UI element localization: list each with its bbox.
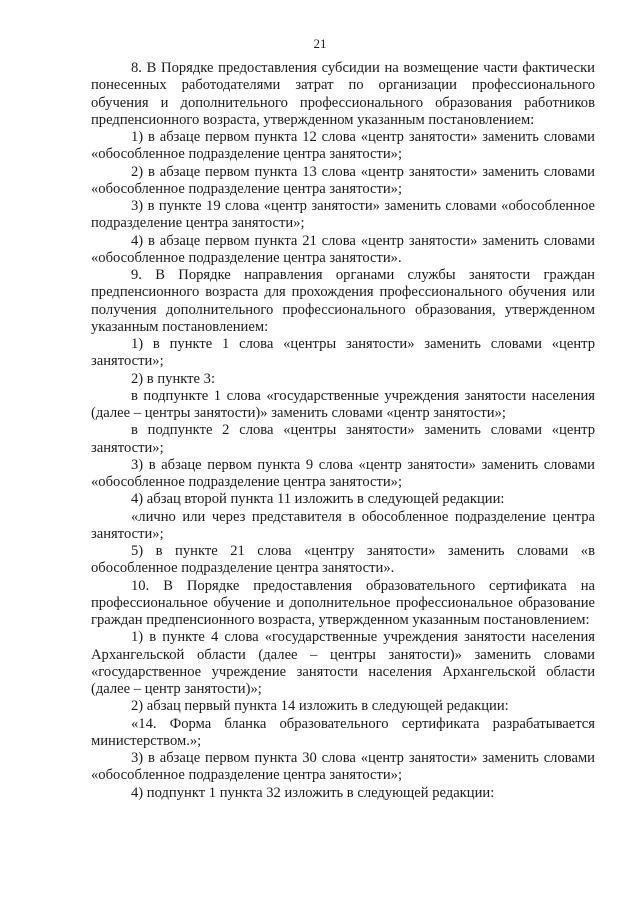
subitem-9-4: 4) абзац второй пункта 11 изложить в следующей редакции:: [131, 491, 505, 508]
page-number: 21: [313, 36, 327, 51]
subitem-10-2: 2) абзац первый пункта 14 изложить в следующей редакции:: [131, 698, 509, 715]
subitem-8-3: 3) в пункте 19 слова «центр занятости» заменить словами «обособленное подразделение центра занятости»;: [91, 198, 595, 232]
document-body: [91, 60, 595, 802]
subitem-10-3: 3) в абзаце первом пункта 30 слова «центр занятости» заменить словами «обособленное подразделение центра занятости»;: [91, 750, 595, 784]
subitem-8-2: 2) в абзаце первом пункта 13 слова «центр занятости» заменить словами «обособленное подразделение центра занятости»;: [91, 163, 595, 197]
subitem-9-2-b: в подпункте 2 слова «центры занятости» заменить словами «центр занятости»;: [91, 422, 595, 456]
subitem-9-3: 3) в абзаце первом пункта 9 слова «центр занятости» заменить словами «обособленное подразделение центра занятости»;: [91, 456, 595, 490]
subitem-9-4-text: «лично или через представителя в обособленное подразделение центра занятости»;: [91, 508, 595, 542]
subitem-8-1: 1) в абзаце первом пункта 12 слова «центр занятости» заменить словами «обособленное подразделение центра занятости»;: [91, 129, 595, 163]
subitem-9-2-a: в подпункте 1 слова «государственные учреждения занятости населения (далее – центры занятости)» заменить словами «центр занятости»;: [91, 387, 595, 421]
paragraph-item-10: 10. В Порядке предоставления образовательного сертификата на профессиональное обучение и дополнительное профессиональное образование граждан предпенсионного возраста, утвержденном указанным постановлением:: [91, 577, 595, 628]
subitem-10-2-text: «14. Форма бланка образовательного сертификата разрабатывается министерством.»;: [91, 715, 595, 749]
subitem-8-4: 4) в абзаце первом пункта 21 слова «центр занятости» заменить словами «обособленное подразделение центра занятости».: [91, 232, 595, 266]
subitem-9-5: 5) в пункте 21 слова «центру занятости» заменить словами «в обособленное подразделение центра занятости».: [91, 543, 595, 577]
subitem-10-1: 1) в пункте 4 слова «государственные учреждения занятости населения Архангельской области (далее – центры занятости)» заменить словами «государственное учреждение занятости населения Архангельской области (далее – центр занятости)»;: [91, 629, 595, 697]
paragraph-item-8: 8. В Порядке предоставления субсидии на возмещение части фактически понесенных работодателями затрат по организации профессионального обучения и дополнительного профессионального образования работников предпенсионного возраста, утвержденном указанным постановлением:: [91, 60, 595, 128]
subitem-10-4: 4) подпункт 1 пункта 32 изложить в следующей редакции:: [131, 784, 495, 801]
paragraph-item-9: 9. В Порядке направления органами службы занятости граждан предпенсионного возраста для прохождения профессионального обучения или получения дополнительного профессионального образования, утвержденном указанным постановлением:: [91, 267, 595, 335]
subitem-9-2: 2) в пункте 3:: [131, 370, 216, 387]
subitem-9-1: 1) в пункте 1 слова «центры занятости» заменить словами «центр занятости»;: [91, 336, 595, 370]
